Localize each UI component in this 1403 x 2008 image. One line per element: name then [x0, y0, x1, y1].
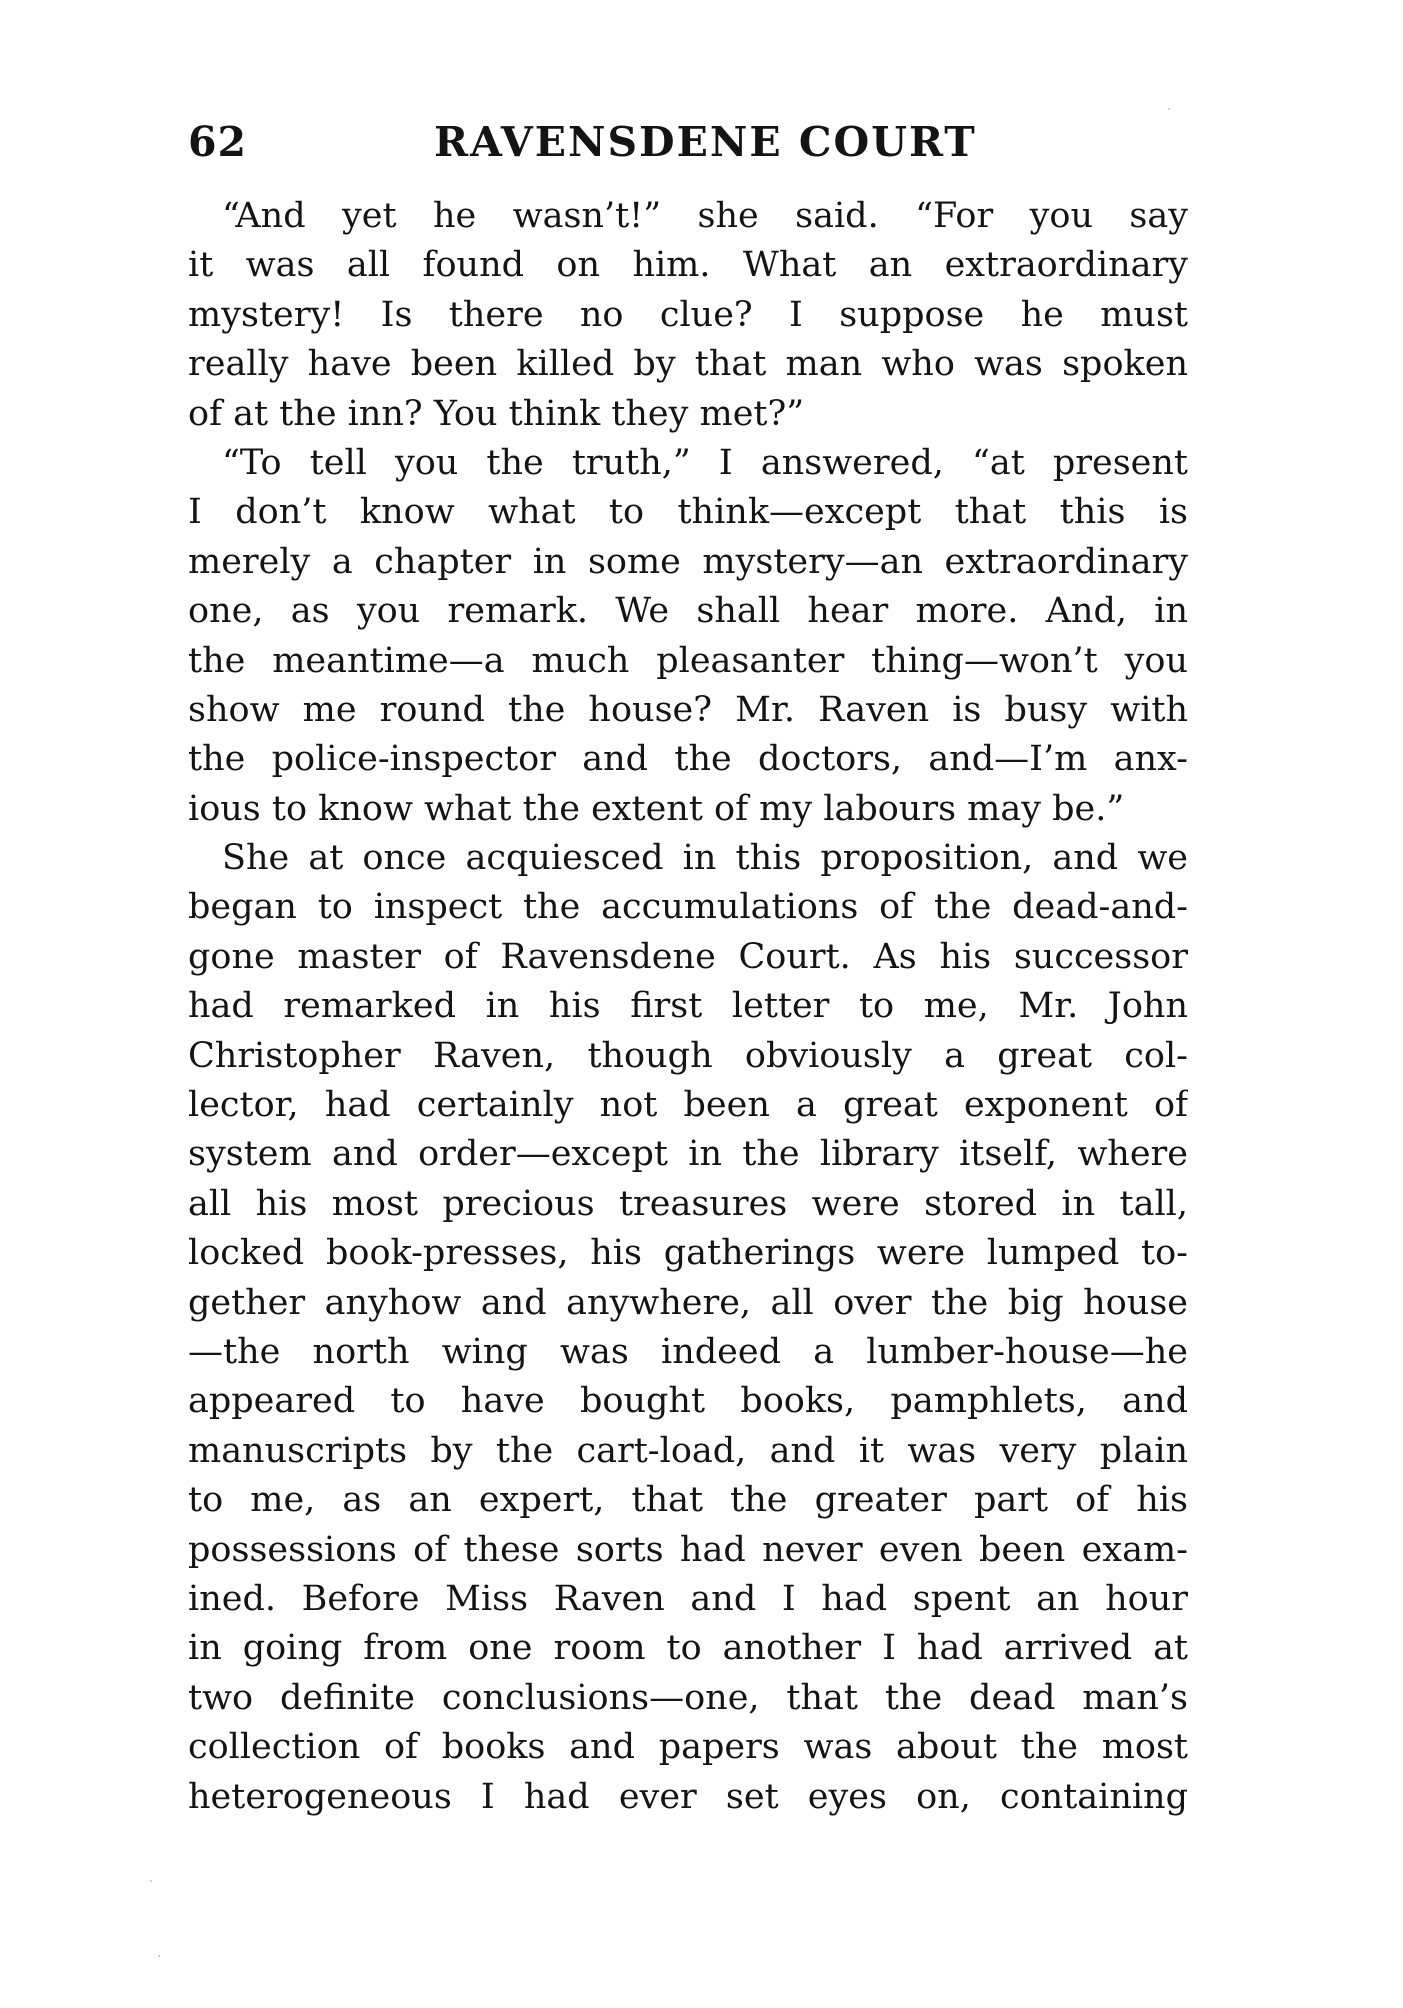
text-line: really have been killed by that man who was spoken — [188, 344, 1188, 385]
text-line: “And yet he wasn’t!” she said. “For you say — [222, 196, 1188, 236]
text-line: —the north wing was indeed a lumber-house—he — [188, 1331, 1188, 1372]
text-line: gone master of Ravensdene Court. As his successor — [188, 936, 1188, 977]
text-line: ined. Before Miss Raven and I had spent an hour — [188, 1578, 1188, 1619]
paper-speck — [1168, 108, 1170, 110]
text-line: merely a chapter in some mystery—an extraordinary — [188, 541, 1188, 582]
text-line: appeared to have bought books, pamphlets, and — [188, 1381, 1188, 1422]
text-line: show me round the house? Mr. Raven is busy with — [188, 689, 1188, 730]
text-line: collection of books and papers was about the most — [188, 1727, 1188, 1768]
text-line: had remarked in his first letter to me, Mr. John — [188, 986, 1188, 1027]
text-line: manuscripts by the cart-load, and it was very plain — [188, 1430, 1188, 1471]
text-line: all his most precious treasures were stored in tall, — [188, 1183, 1188, 1224]
page-number: 62 — [188, 118, 248, 166]
text-line: of at the inn? You think they met?” — [188, 393, 805, 434]
text-line: began to inspect the accumulations of the dead-and- — [188, 887, 1188, 928]
text-line: system and order—except in the library itself, where — [188, 1134, 1188, 1175]
body-text — [188, 192, 1188, 1822]
text-line: in going from one room to another I had arrived at — [188, 1628, 1188, 1669]
text-line: gether anyhow and anywhere, all over the big house — [188, 1282, 1188, 1323]
paper-speck — [150, 1880, 152, 1882]
text-line: “To tell you the truth,” I answered, “at present — [222, 442, 1188, 483]
paper-speck — [158, 1955, 160, 1957]
running-title: RAVENSDENE COURT — [434, 118, 977, 166]
text-line: locked book-presses, his gatherings were lumped to- — [188, 1233, 1188, 1274]
text-line: to me, as an expert, that the greater part of his — [188, 1480, 1188, 1521]
text-line: the meantime—a much pleasanter thing—won’t you — [188, 640, 1188, 681]
text-line: ious to know what the extent of my labours may be.” — [188, 788, 1125, 829]
text-line: mystery! Is there no clue? I suppose he must — [188, 294, 1188, 335]
text-line: it was all found on him. What an extraordinary — [188, 245, 1188, 286]
text-line: Christopher Raven, though obviously a great col- — [188, 1035, 1188, 1076]
text-line: one, as you remark. We shall hear more. And, in — [188, 591, 1188, 632]
text-line: possessions of these sorts had never even been exam- — [188, 1529, 1188, 1570]
page-header — [188, 118, 1188, 178]
text-line: lector, had certainly not been a great exponent of — [188, 1085, 1188, 1126]
text-line: heterogeneous I had ever set eyes on, containing — [188, 1776, 1188, 1817]
text-line: the police-inspector and the doctors, and—I’m anx- — [188, 739, 1188, 780]
text-line: I don’t know what to think—except that this is — [188, 492, 1188, 533]
text-line: She at once acquiesced in this proposition, and we — [222, 838, 1188, 879]
text-line: two definite conclusions—one, that the dead man’s — [188, 1677, 1188, 1718]
